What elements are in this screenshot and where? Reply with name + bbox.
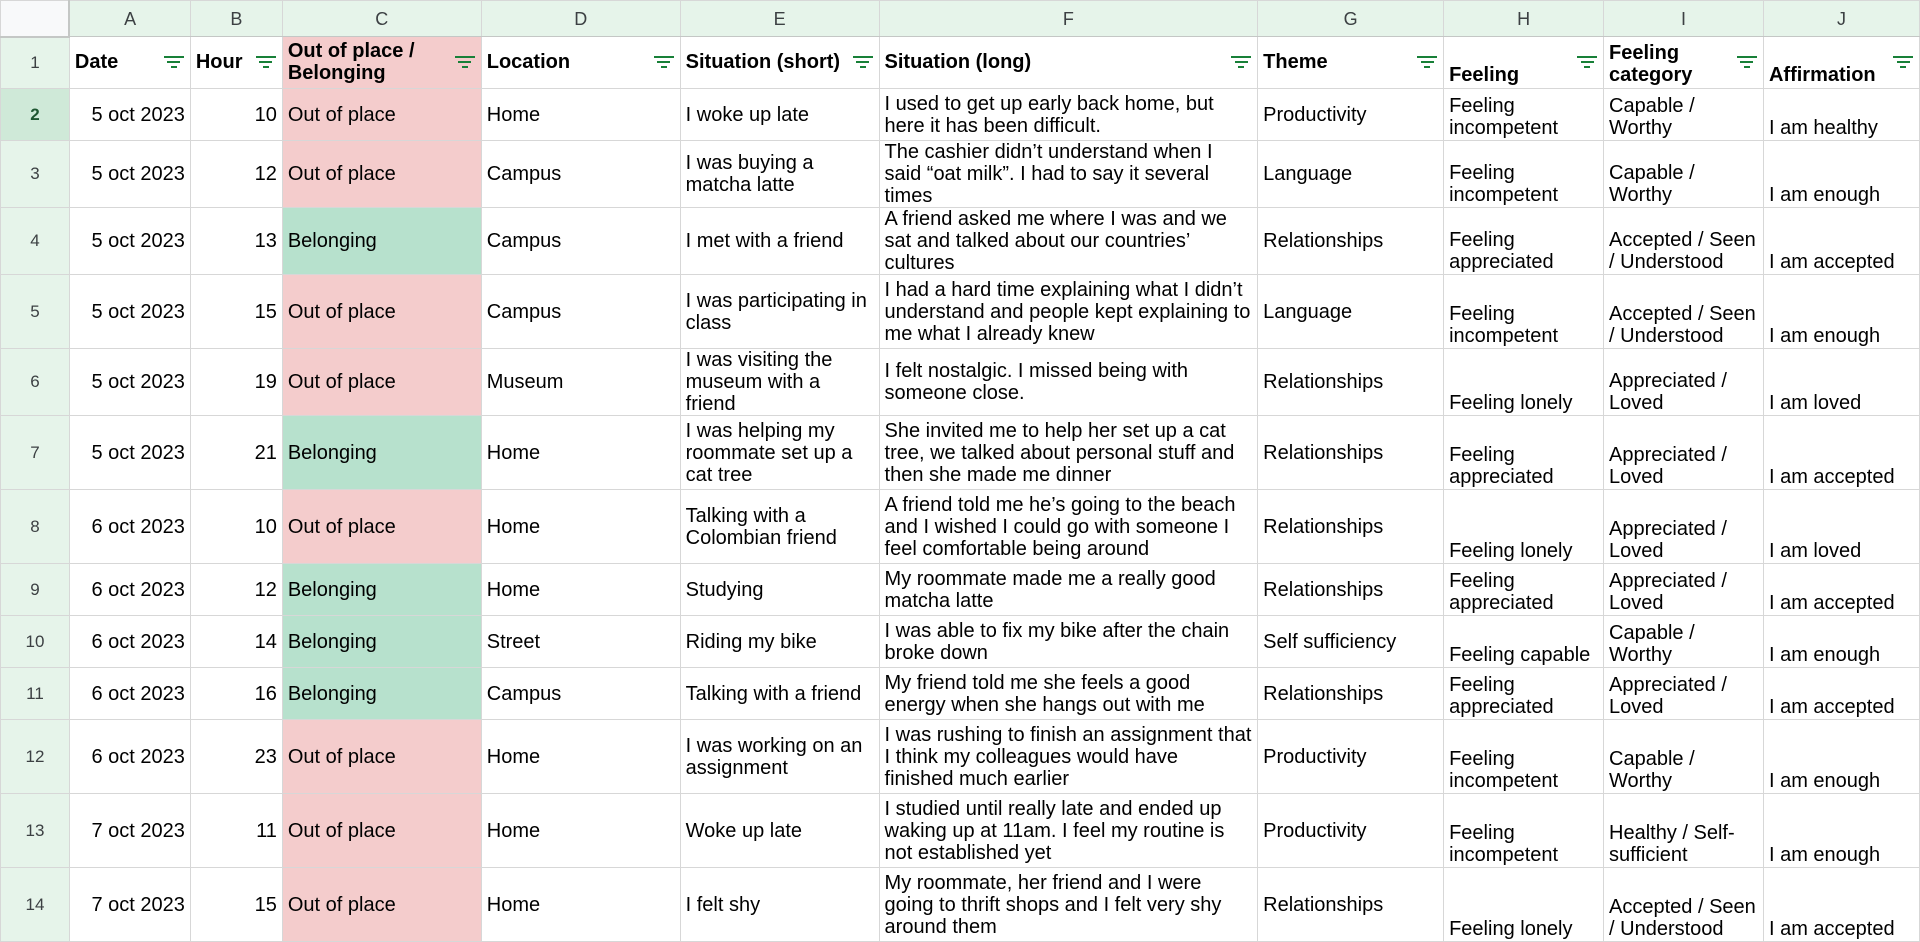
table-row [1, 416, 1920, 490]
date-cell[interactable]: 6 oct 2023 [69, 490, 190, 564]
column-header-J[interactable]: J [1763, 1, 1919, 37]
feeling-category-cell[interactable]: Capable / Worthy [1604, 89, 1764, 141]
theme-cell[interactable]: Relationships [1258, 868, 1444, 942]
theme-cell[interactable]: Productivity [1258, 720, 1444, 794]
feeling-cell[interactable]: Feeling incompetent [1444, 89, 1604, 141]
location-cell[interactable]: Campus [481, 668, 680, 720]
belonging-cell[interactable]: Belonging [282, 668, 481, 720]
feeling-cell[interactable]: Feeling appreciated [1444, 668, 1604, 720]
table-row [1, 141, 1920, 208]
table-row [1, 668, 1920, 720]
feeling-category-cell[interactable]: Healthy / Self-sufficient [1604, 794, 1764, 868]
date-cell[interactable]: 5 oct 2023 [69, 208, 190, 275]
feeling-category-cell[interactable]: Accepted / Seen / Understood [1604, 275, 1764, 349]
situation-short-cell[interactable]: Talking with a friend [680, 668, 879, 720]
row-header[interactable]: 11 [1, 668, 70, 720]
filter-icon[interactable] [164, 56, 184, 70]
situation-short-cell[interactable]: I woke up late [680, 89, 879, 141]
header-cell-feeling[interactable] [1444, 37, 1604, 89]
date-cell[interactable]: 6 oct 2023 [69, 720, 190, 794]
feeling-cell[interactable]: Feeling incompetent [1444, 720, 1604, 794]
feeling-category-cell[interactable]: Appreciated / Loved [1604, 349, 1764, 416]
header-cell-situation-long[interactable] [879, 37, 1258, 89]
filter-icon[interactable] [1737, 56, 1757, 70]
column-header-row [1, 1, 1920, 37]
belonging-cell[interactable]: Belonging [282, 616, 481, 668]
header-cell-date[interactable] [69, 37, 190, 89]
row-header[interactable]: 8 [1, 490, 70, 564]
feeling-cell[interactable]: Feeling incompetent [1444, 141, 1604, 208]
row-header[interactable]: 7 [1, 416, 70, 490]
theme-cell[interactable]: Relationships [1258, 490, 1444, 564]
column-header-H[interactable]: H [1444, 1, 1604, 37]
location-cell[interactable]: Museum [481, 349, 680, 416]
theme-cell[interactable]: Relationships [1258, 564, 1444, 616]
header-label-feeling-category: Feeling category [1609, 42, 1693, 86]
belonging-cell[interactable]: Out of place [282, 275, 481, 349]
situation-short-cell[interactable]: I was visiting the museum with a friend [680, 349, 879, 416]
feeling-cell[interactable]: Feeling lonely [1444, 349, 1604, 416]
situation-long-cell[interactable]: I studied until really late and ended up waking up at 11am. I feel my routine is not established yet [879, 794, 1258, 868]
feeling-cell[interactable]: Feeling appreciated [1444, 416, 1604, 490]
situation-long-cell[interactable]: I had a hard time explaining what I didn’t understand and people kept explaining to me what I already knew [879, 275, 1258, 349]
feeling-category-cell[interactable]: Capable / Worthy [1604, 720, 1764, 794]
table-row [1, 490, 1920, 564]
feeling-category-cell[interactable]: Accepted / Seen / Understood [1604, 208, 1764, 275]
date-cell[interactable]: 7 oct 2023 [69, 868, 190, 942]
header-data-row [1, 37, 1920, 89]
feeling-category-cell[interactable]: Appreciated / Loved [1604, 490, 1764, 564]
row-header[interactable]: 6 [1, 349, 70, 416]
filter-icon[interactable] [1417, 56, 1437, 70]
situation-long-cell[interactable]: My roommate made me a really good matcha latte [879, 564, 1258, 616]
situation-long-cell[interactable]: I was rushing to finish an assignment that I think my colleagues would have finished much earlier [879, 720, 1258, 794]
header-label-date: Date [74, 50, 119, 73]
row-header[interactable]: 5 [1, 275, 70, 349]
table-row [1, 349, 1920, 416]
situation-long-cell[interactable]: A friend asked me where I was and we sat and talked about our countries’ cultures [879, 208, 1258, 275]
situation-short-cell[interactable]: Riding my bike [680, 616, 879, 668]
header-cell-hour[interactable] [190, 37, 282, 89]
filter-icon[interactable] [1231, 56, 1251, 70]
date-cell[interactable]: 6 oct 2023 [69, 668, 190, 720]
situation-short-cell[interactable]: I was working on an assignment [680, 720, 879, 794]
affirmation-cell[interactable]: I am accepted [1763, 208, 1919, 275]
filter-icon[interactable] [1577, 56, 1597, 70]
location-cell[interactable]: Home [481, 794, 680, 868]
theme-cell[interactable]: Language [1258, 275, 1444, 349]
situation-short-cell[interactable]: I felt shy [680, 868, 879, 942]
row-header[interactable]: 13 [1, 794, 70, 868]
row-header[interactable]: 4 [1, 208, 70, 275]
location-cell[interactable]: Campus [481, 141, 680, 208]
hour-cell[interactable]: 11 [190, 794, 282, 868]
table-row [1, 275, 1920, 349]
table-row [1, 208, 1920, 275]
belonging-cell[interactable]: Out of place [282, 868, 481, 942]
row-header[interactable]: 14 [1, 868, 70, 942]
situation-short-cell[interactable]: Studying [680, 564, 879, 616]
hour-cell[interactable]: 15 [190, 868, 282, 942]
theme-cell[interactable]: Productivity [1258, 794, 1444, 868]
situation-short-cell[interactable]: I met with a friend [680, 208, 879, 275]
feeling-category-cell[interactable]: Capable / Worthy [1604, 616, 1764, 668]
feeling-category-cell[interactable]: Accepted / Seen / Understood [1604, 868, 1764, 942]
filter-icon[interactable] [853, 56, 873, 70]
feeling-category-cell[interactable]: Appreciated / Loved [1604, 416, 1764, 490]
filter-icon[interactable] [1893, 56, 1913, 70]
filter-icon[interactable] [455, 56, 475, 70]
situation-short-cell[interactable]: I was helping my roommate set up a cat tree [680, 416, 879, 490]
situation-long-cell[interactable]: I felt nostalgic. I missed being with someone close. [879, 349, 1258, 416]
row-header[interactable]: 3 [1, 141, 70, 208]
feeling-cell[interactable]: Feeling incompetent [1444, 794, 1604, 868]
hour-cell[interactable]: 12 [190, 141, 282, 208]
date-cell[interactable]: 6 oct 2023 [69, 564, 190, 616]
situation-long-cell[interactable]: My friend told me she feels a good energy when she hangs out with me [879, 668, 1258, 720]
table-row [1, 868, 1920, 942]
belonging-cell[interactable]: Belonging [282, 564, 481, 616]
affirmation-cell[interactable]: I am accepted [1763, 868, 1919, 942]
header-cell-theme[interactable] [1258, 37, 1444, 89]
date-cell[interactable]: 5 oct 2023 [69, 275, 190, 349]
header-label-hour: Hour [195, 50, 243, 73]
header-label-feeling: Feeling [1449, 64, 1520, 86]
theme-cell[interactable]: Self sufficiency [1258, 616, 1444, 668]
column-header-E[interactable]: E [680, 1, 879, 37]
affirmation-cell[interactable]: I am enough [1763, 720, 1919, 794]
date-cell[interactable]: 6 oct 2023 [69, 616, 190, 668]
table-row [1, 720, 1920, 794]
hour-cell[interactable]: 10 [190, 490, 282, 564]
belonging-cell[interactable]: Out of place [282, 141, 481, 208]
column-header-D[interactable]: D [481, 1, 680, 37]
column-header-A[interactable]: A [69, 1, 190, 37]
header-label-theme: Theme [1263, 50, 1328, 73]
situation-long-cell[interactable]: I used to get up early back home, but here it has been difficult. [879, 89, 1258, 141]
affirmation-cell[interactable]: I am accepted [1763, 416, 1919, 490]
feeling-cell[interactable]: Feeling appreciated [1444, 564, 1604, 616]
table-row [1, 616, 1920, 668]
table-row [1, 89, 1920, 141]
affirmation-cell[interactable]: I am enough [1763, 616, 1919, 668]
row-header[interactable]: 9 [1, 564, 70, 616]
date-cell[interactable]: 5 oct 2023 [69, 416, 190, 490]
location-cell[interactable]: Home [481, 564, 680, 616]
feeling-cell[interactable]: Feeling lonely [1444, 868, 1604, 942]
location-cell[interactable]: Campus [481, 275, 680, 349]
header-cell-affirmation[interactable] [1763, 37, 1919, 89]
date-cell[interactable]: 5 oct 2023 [69, 141, 190, 208]
hour-cell[interactable]: 13 [190, 208, 282, 275]
feeling-cell[interactable]: Feeling lonely [1444, 490, 1604, 564]
feeling-category-cell[interactable]: Capable / Worthy [1604, 141, 1764, 208]
header-cell-feeling-category[interactable] [1604, 37, 1764, 89]
row-header-1[interactable]: 1 [1, 37, 70, 89]
column-header-I[interactable]: I [1604, 1, 1764, 37]
theme-cell[interactable]: Relationships [1258, 349, 1444, 416]
affirmation-cell[interactable]: I am accepted [1763, 564, 1919, 616]
belonging-cell[interactable]: Belonging [282, 416, 481, 490]
row-header[interactable]: 12 [1, 720, 70, 794]
location-cell[interactable]: Street [481, 616, 680, 668]
header-label-location: Location [486, 50, 571, 73]
header-cell-situation-short[interactable] [680, 37, 879, 89]
select-all-corner[interactable] [1, 1, 70, 37]
row-header[interactable]: 10 [1, 616, 70, 668]
table-row [1, 794, 1920, 868]
header-cell-belonging[interactable] [282, 37, 481, 89]
situation-short-cell[interactable]: I was participating in class [680, 275, 879, 349]
location-cell[interactable]: Home [481, 89, 680, 141]
filter-icon[interactable] [654, 56, 674, 70]
column-header-C[interactable]: C [282, 1, 481, 37]
situation-long-cell[interactable]: She invited me to help her set up a cat tree, we talked about personal stuff and then she made me dinner [879, 416, 1258, 490]
belonging-cell[interactable]: Belonging [282, 208, 481, 275]
theme-cell[interactable]: Productivity [1258, 89, 1444, 141]
hour-cell[interactable]: 21 [190, 416, 282, 490]
theme-cell[interactable]: Language [1258, 141, 1444, 208]
hour-cell[interactable]: 12 [190, 564, 282, 616]
situation-long-cell[interactable]: I was able to fix my bike after the chain broke down [879, 616, 1258, 668]
header-label-belonging: Out of place / Belonging [287, 39, 415, 84]
feeling-cell[interactable]: Feeling capable [1444, 616, 1604, 668]
header-cell-location[interactable] [481, 37, 680, 89]
location-cell[interactable]: Home [481, 868, 680, 942]
theme-cell[interactable]: Relationships [1258, 416, 1444, 490]
situation-short-cell[interactable]: I was buying a matcha latte [680, 141, 879, 208]
location-cell[interactable]: Home [481, 490, 680, 564]
header-label-affirmation: Affirmation [1768, 64, 1876, 86]
hour-cell[interactable]: 16 [190, 668, 282, 720]
column-header-G[interactable]: G [1258, 1, 1444, 37]
affirmation-cell[interactable]: I am accepted [1763, 668, 1919, 720]
hour-cell[interactable]: 14 [190, 616, 282, 668]
belonging-cell[interactable]: Out of place [282, 490, 481, 564]
theme-cell[interactable]: Relationships [1258, 208, 1444, 275]
hour-cell[interactable]: 23 [190, 720, 282, 794]
affirmation-cell[interactable]: I am healthy [1763, 89, 1919, 141]
situation-long-cell[interactable]: The cashier didn’t understand when I said “oat milk”. I had to say it several times [879, 141, 1258, 208]
situation-long-cell[interactable]: My roommate, her friend and I were going to thrift shops and I felt very shy around them [879, 868, 1258, 942]
theme-cell[interactable]: Relationships [1258, 668, 1444, 720]
affirmation-cell[interactable]: I am loved [1763, 490, 1919, 564]
feeling-cell[interactable]: Feeling incompetent [1444, 275, 1604, 349]
situation-long-cell[interactable]: A friend told me he’s going to the beach and I wished I could go with someone I feel comfortable being around [879, 490, 1258, 564]
location-cell[interactable]: Home [481, 720, 680, 794]
feeling-cell[interactable]: Feeling appreciated [1444, 208, 1604, 275]
table-row [1, 564, 1920, 616]
date-cell[interactable]: 5 oct 2023 [69, 349, 190, 416]
affirmation-cell[interactable]: I am loved [1763, 349, 1919, 416]
hour-cell[interactable]: 19 [190, 349, 282, 416]
affirmation-cell[interactable]: I am enough [1763, 275, 1919, 349]
feeling-category-cell[interactable]: Appreciated / Loved [1604, 564, 1764, 616]
belonging-cell[interactable]: Out of place [282, 89, 481, 141]
location-cell[interactable]: Campus [481, 208, 680, 275]
row-header[interactable]: 2 [1, 89, 70, 141]
date-cell[interactable]: 5 oct 2023 [69, 89, 190, 141]
belonging-cell[interactable]: Out of place [282, 794, 481, 868]
date-cell[interactable]: 7 oct 2023 [69, 794, 190, 868]
column-header-B[interactable]: B [190, 1, 282, 37]
belonging-cell[interactable]: Out of place [282, 720, 481, 794]
header-label-situation-short: Situation (short) [685, 50, 841, 73]
header-label-situation-long: Situation (long) [884, 50, 1032, 73]
situation-short-cell[interactable]: Talking with a Colombian friend [680, 490, 879, 564]
feeling-category-cell[interactable]: Appreciated / Loved [1604, 668, 1764, 720]
belonging-cell[interactable]: Out of place [282, 349, 481, 416]
location-cell[interactable]: Home [481, 416, 680, 490]
hour-cell[interactable]: 10 [190, 89, 282, 141]
column-header-F[interactable]: F [879, 1, 1258, 37]
situation-short-cell[interactable]: Woke up late [680, 794, 879, 868]
filter-icon[interactable] [256, 56, 276, 70]
affirmation-cell[interactable]: I am enough [1763, 794, 1919, 868]
hour-cell[interactable]: 15 [190, 275, 282, 349]
affirmation-cell[interactable]: I am enough [1763, 141, 1919, 208]
